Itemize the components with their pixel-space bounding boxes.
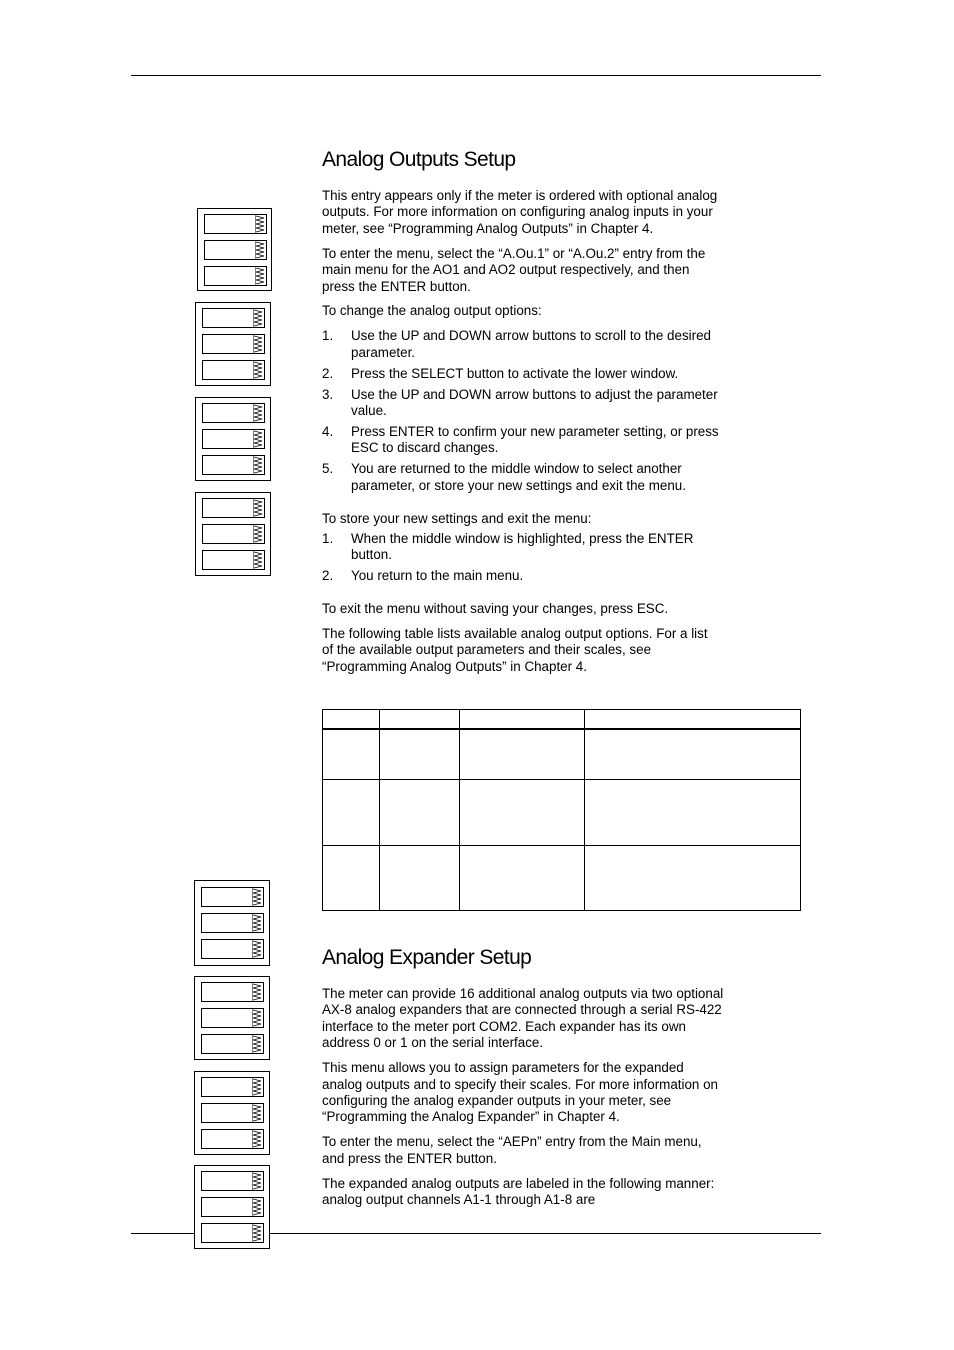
display-window-middle [202, 429, 265, 449]
list-item [322, 424, 722, 457]
display-window-upper [201, 1171, 264, 1191]
paragraph: The expanded analog outputs are labeled in the following manner: analog output channels A1-1 through A1-8 are [322, 1175, 715, 1207]
table-row [323, 780, 801, 846]
display-window-lower [201, 1129, 264, 1149]
list-number: 5. [322, 461, 334, 477]
table-cell [585, 729, 801, 780]
list-item [322, 461, 722, 494]
list-number: 3. [322, 386, 334, 402]
meter-display-figure [194, 976, 270, 1060]
display-window-lower [201, 1034, 264, 1054]
meter-display-figure [195, 492, 271, 576]
display-window-upper [202, 498, 265, 518]
table-cell [460, 780, 585, 846]
table-cell [323, 780, 380, 846]
table-cell [380, 846, 460, 911]
section-heading-analog-outputs: Analog Outputs Setup [322, 148, 516, 171]
display-window-middle [202, 334, 265, 354]
table-cell [585, 780, 801, 846]
meter-display-figure [194, 880, 270, 966]
analog-expander-body [322, 986, 724, 1217]
meter-display-figure [195, 302, 271, 386]
list-text: You return to the main menu. [351, 568, 524, 584]
meter-display-figure [195, 397, 271, 481]
analog-outputs-body [322, 188, 722, 684]
table-cell [323, 729, 380, 780]
list-item [322, 328, 722, 361]
list-text: Use the UP and DOWN arrow buttons to scroll to the desired parameter. [351, 328, 711, 360]
table-cell [323, 846, 380, 911]
list-item [322, 387, 722, 420]
paragraph: The meter can provide 16 additional analog outputs via two optional AX-8 analog expanders that are connected through a serial RS-422 interface to the meter port COM2. Each expander has its own address 0 or 1 on the serial interface. [322, 986, 724, 1051]
list-text: Use the UP and DOWN arrow buttons to adjust the parameter value. [351, 386, 718, 418]
steps-list [322, 328, 722, 494]
store-steps-list [322, 531, 722, 585]
paragraph: This menu allows you to assign parameters for the expanded analog outputs and to specify their scales. For more information on configuring the analog expander outputs in your meter, see “Programming the Analog Expander” in Chapter 4. [322, 1060, 718, 1125]
list-number: 1. [322, 328, 334, 344]
list-text: You are returned to the middle window to select another parameter, or store your new settings and exit the menu. [351, 461, 686, 493]
list-number: 2. [322, 365, 334, 381]
header-rule [131, 75, 821, 76]
paragraph: The following table lists available analog output options. For a list of the available output parameters and their scales, see “Programming Analog Outputs” in Chapter 4. [322, 626, 708, 674]
display-window-middle [201, 1008, 264, 1028]
list-text: Press ENTER to confirm your new parameter setting, or press ESC to discard changes. [351, 423, 719, 456]
meter-display-figure [197, 208, 272, 291]
display-window-lower [202, 455, 265, 475]
display-window-lower [202, 550, 265, 570]
paragraph: To enter the menu, select the “AEPn” entry from the Main menu, and press the ENTER button. [322, 1134, 702, 1166]
display-window-upper [201, 887, 264, 907]
analog-output-options-table [322, 709, 801, 911]
display-window-middle [204, 240, 267, 260]
display-window-lower [201, 1223, 264, 1243]
meter-display-figure [194, 1071, 270, 1155]
table-cell [585, 846, 801, 911]
display-window-lower [201, 939, 264, 959]
paragraph: To change the analog output options: [322, 303, 542, 319]
table-cell [380, 710, 460, 730]
display-window-lower [204, 266, 267, 286]
list-number: 4. [322, 423, 334, 439]
list-text: When the middle window is highlighted, press the ENTER button. [351, 530, 694, 563]
display-window-upper [204, 214, 267, 234]
table-row [323, 729, 801, 780]
table-cell [380, 780, 460, 846]
list-item [322, 531, 722, 564]
table-cell [460, 710, 585, 730]
display-window-middle [202, 524, 265, 544]
list-text: Press the SELECT button to activate the lower window. [351, 365, 679, 381]
list-item [322, 366, 722, 382]
section-heading-analog-expander: Analog Expander Setup [322, 946, 532, 969]
list-item [322, 568, 722, 584]
paragraph: To store your new settings and exit the menu: [322, 510, 592, 526]
display-window-upper [202, 308, 265, 328]
display-window-middle [201, 913, 264, 933]
table-cell [460, 846, 585, 911]
display-window-middle [201, 1197, 264, 1217]
table-row [323, 846, 801, 911]
display-window-upper [202, 403, 265, 423]
table-cell [460, 729, 585, 780]
display-window-upper [201, 1077, 264, 1097]
display-window-lower [202, 360, 265, 380]
display-window-upper [201, 982, 264, 1002]
table-cell [380, 729, 460, 780]
table-header-row [323, 710, 801, 730]
display-window-middle [201, 1103, 264, 1123]
table-cell [585, 710, 801, 730]
table-cell [323, 710, 380, 730]
paragraph: To exit the menu without saving your changes, press ESC. [322, 601, 669, 617]
paragraph: This entry appears only if the meter is ordered with optional analog outputs. For more information on configuring analog inputs in your meter, see “Programming Analog Outputs” in Chapter 4. [322, 188, 718, 236]
list-number: 2. [322, 568, 334, 584]
meter-display-figure [194, 1165, 270, 1249]
paragraph: To enter the menu, select the “A.Ou.1” or “A.Ou.2” entry from the main menu for the AO1 and AO2 output respectively, and then press the ENTER button. [322, 245, 706, 294]
list-number: 1. [322, 530, 334, 546]
